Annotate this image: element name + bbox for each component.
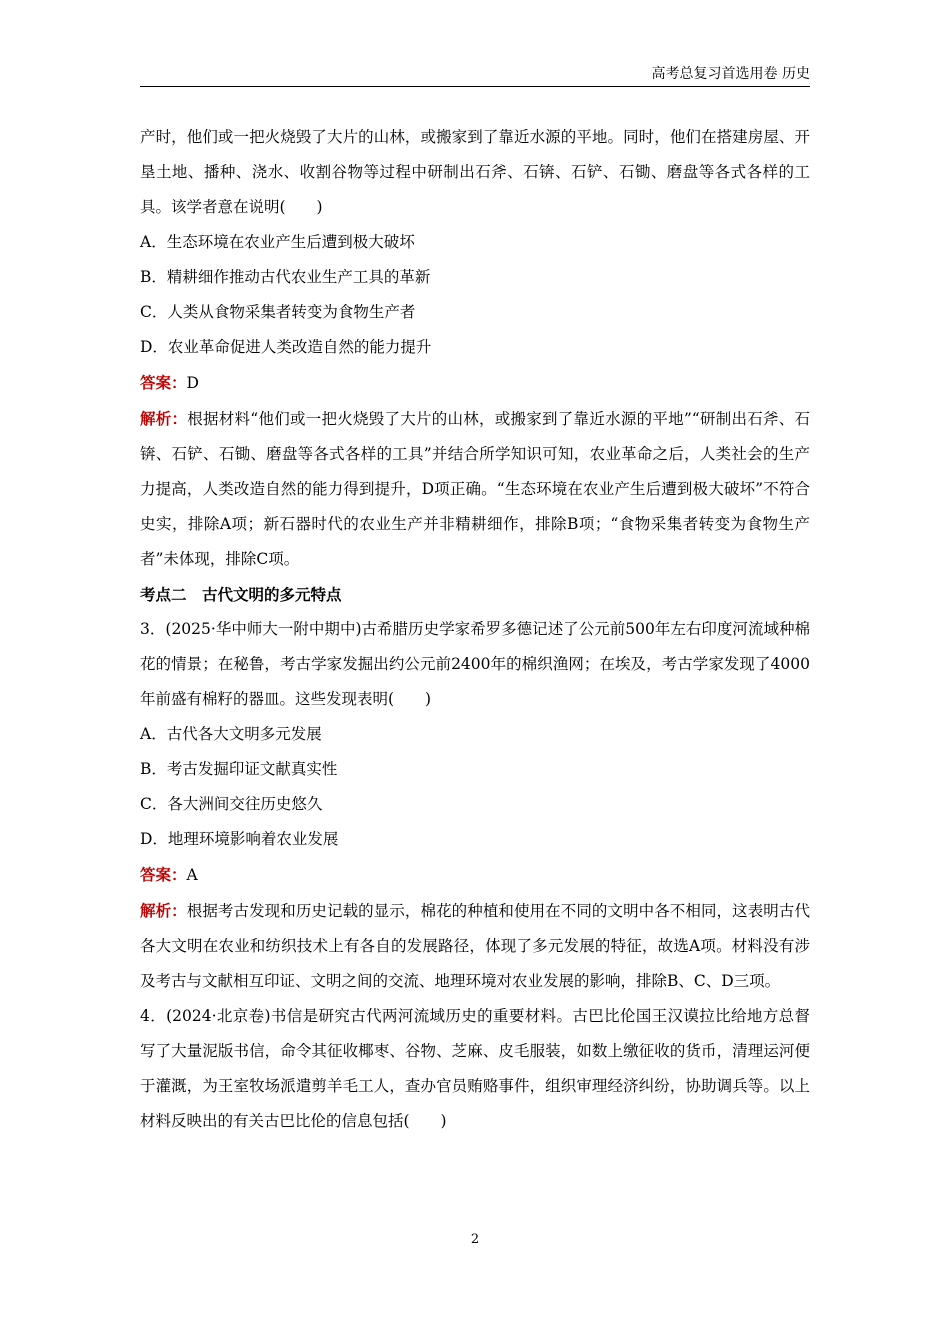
question-3-option-d: D．地理环境影响着农业发展 [140, 830, 339, 848]
question-2-option-a: A．生态环境在农业产生后遭到极大破坏 [140, 233, 415, 251]
question-3-answer [140, 857, 810, 893]
section-title: 考点二 古代文明的多元特点 [140, 585, 342, 604]
answer-label: 答案： [140, 373, 187, 392]
question-2-stem: 产时，他们或一把火烧毁了大片的山林，或搬家到了靠近水源的平地。同时，他们在搭建房屋、开垦土地、播种、浇水、收割谷物等过程中研制出石斧、石锛、石铲、石锄、磨盘等各式各样的工具。该学者意在说明( ) [140, 128, 810, 216]
question-3-option-b: B．考古发掘印证文献真实性 [140, 760, 338, 778]
question-3-option-a: A．古代各大文明多元发展 [140, 725, 322, 743]
question-2-option-d: D．农业革命促进人类改造自然的能力提升 [140, 338, 432, 356]
question-4-stem: 4．(2024·北京卷)书信是研究古代两河流域历史的重要材料。古巴比伦国王汉谟拉比给地方总督写了大量泥版书信，命令其征收椰枣、谷物、芝麻、皮毛服装，如数上缴征收的货币，清理运河便于灌溉，为王室牧场派遣剪羊毛工人，查办官员贿赂事件，组织审理经济纠纷，协助调兵等。以上材料反映出的有关古巴比伦的信息包括( ) [140, 1007, 810, 1130]
question-2-answer [140, 365, 810, 401]
question-3-stem: 3．(2025·华中师大一附中期中)古希腊历史学家希罗多德记述了公元前500年左右印度河流域种棉花的情景；在秘鲁，考古学家发掘出约公元前2400年的棉织渔网；在埃及，考古学家发现了4000年前盛有棉籽的器皿。这些发现表明( ) [140, 620, 810, 708]
answer-label: 答案： [140, 865, 187, 884]
header-divider [140, 86, 810, 87]
page-content [140, 120, 810, 1139]
question-3-option-c: C．各大洲间交往历史悠久 [140, 795, 323, 813]
analysis-text: 根据考古发现和历史记载的显示，棉花的种植和使用在不同的文明中各不相同，这表明古代各大文明在农业和纺织技术上有各自的发展路径，体现了多元发展的特征，故选A项。材料没有涉及考古与文献相互印证、文明之间的交流、地理环境对农业发展的影响，排除B、C、D三项。 [140, 902, 810, 990]
question-2-option-b: B．精耕细作推动古代农业生产工具的革新 [140, 268, 431, 286]
question-2-analysis [140, 401, 810, 577]
analysis-label: 解析： [140, 409, 188, 428]
answer-value: D [186, 374, 199, 392]
page-header: 高考总复习首选用卷 历史 [651, 66, 810, 82]
page-number: 2 [470, 1232, 480, 1247]
question-3-analysis [140, 893, 810, 999]
answer-value: A [186, 866, 198, 884]
question-2-option-c: C．人类从食物采集者转变为食物生产者 [140, 303, 416, 321]
analysis-text: 根据材料“他们或一把火烧毁了大片的山林，或搬家到了靠近水源的平地”“研制出石斧、石锛、石铲、石锄、磨盘等各式各样的工具”并结合所学知识可知，农业革命之后，人类社会的生产力提高，人类改造自然的能力得到提升，D项正确。“生态环境在农业产生后遭到极大破坏”不符合史实，排除A项；新石器时代的农业生产并非精耕细作，排除B项；“食物采集者转变为食物生产者”未体现，排除C项。 [140, 410, 810, 568]
analysis-label: 解析： [140, 901, 187, 920]
